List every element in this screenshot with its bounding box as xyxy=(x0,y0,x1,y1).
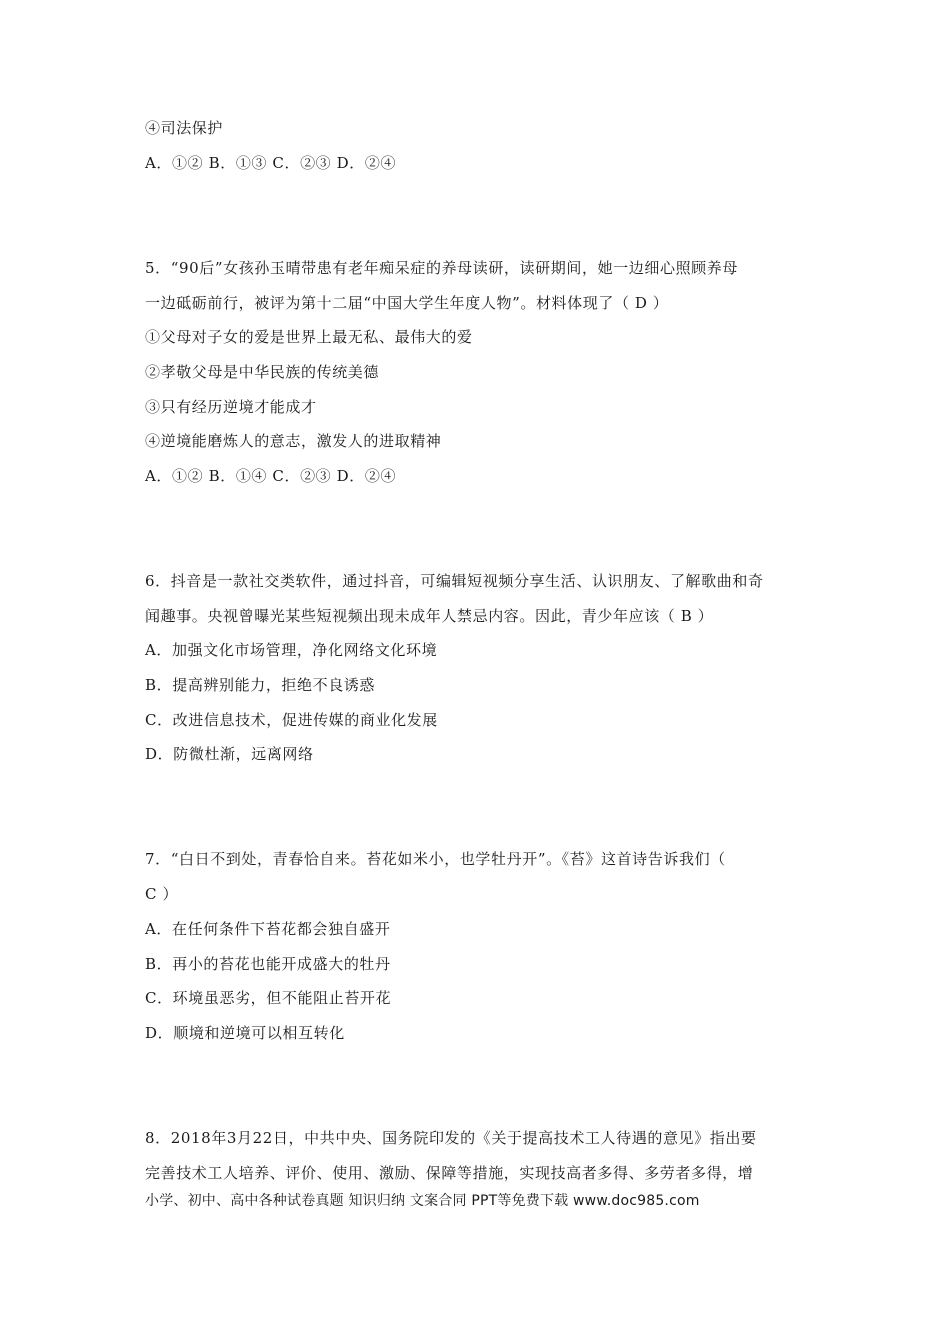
q7-stem-line-1: 7．“白日不到处，青春恰自来。苔花如米小，也学牡丹开”。《苔》这首诗告诉我们（ xyxy=(145,850,726,868)
q7-option-b: B．再小的苔花也能开成盛大的牡丹 xyxy=(145,955,391,973)
q5-item-1: ①父母对子女的爱是世界上最无私、最伟大的爱 xyxy=(145,328,473,346)
q5-item-2: ②孝敬父母是中华民族的传统美德 xyxy=(145,363,380,381)
q6-option-c: C．改进信息技术，促进传媒的商业化发展 xyxy=(145,711,438,729)
q6-stem-line-2: 闻趣事。央视曾曝光某些短视频出现未成年人禁忌内容。因此，青少年应该（ B ） xyxy=(145,607,714,625)
q6-option-a: A．加强文化市场管理，净化网络文化环境 xyxy=(145,641,438,659)
q7-option-d: D．顺境和逆境可以相互转化 xyxy=(145,1024,345,1042)
q5-stem-line-1: 5．“90后”女孩孙玉晴带患有老年痴呆症的养母读研，读研期间，她一边细心照顾养母 xyxy=(145,259,738,277)
q5-stem-line-2: 一边砥砺前行，被评为第十二届“中国大学生年度人物”。材料体现了（ D ） xyxy=(145,294,669,312)
q5-options: A．①② B．①④ C．②③ D．②④ xyxy=(145,467,397,485)
q5-item-3: ③只有经历逆境才能成才 xyxy=(145,398,317,416)
q7-option-a: A．在任何条件下苔花都会独自盛开 xyxy=(145,920,391,938)
q4-options: A．①② B．①③ C．②③ D．②④ xyxy=(145,154,397,172)
q7-stem-line-2: C ） xyxy=(145,885,179,903)
q7-option-c: C．环境虽恶劣，但不能阻止苔开花 xyxy=(145,989,392,1007)
q6-stem-line-1: 6．抖音是一款社交类软件，通过抖音，可编辑短视频分享生活、认识朋友、了解歌曲和奇 xyxy=(145,572,764,590)
q8-stem-line-1: 8．2018年3月22日，中共中央、国务院印发的《关于提高技术工人待遇的意见》指出要 xyxy=(145,1129,757,1147)
q4-item-4: ④司法保护 xyxy=(145,119,224,137)
q6-option-b: B．提高辨别能力，拒绝不良诱惑 xyxy=(145,676,376,694)
q6-option-d: D．防微杜渐，远离网络 xyxy=(145,745,314,763)
page-footer: 小学、初中、高中各种试卷真题 知识归纳 文案合同 PPT等免费下载 www.doc985.com xyxy=(145,1193,700,1209)
q8-stem-line-2: 完善技术工人培养、评价、使用、激励、保障等措施，实现技高者多得、多劳者多得，增 xyxy=(145,1164,754,1182)
q5-item-4: ④逆境能磨炼人的意志，激发人的进取精神 xyxy=(145,432,442,450)
